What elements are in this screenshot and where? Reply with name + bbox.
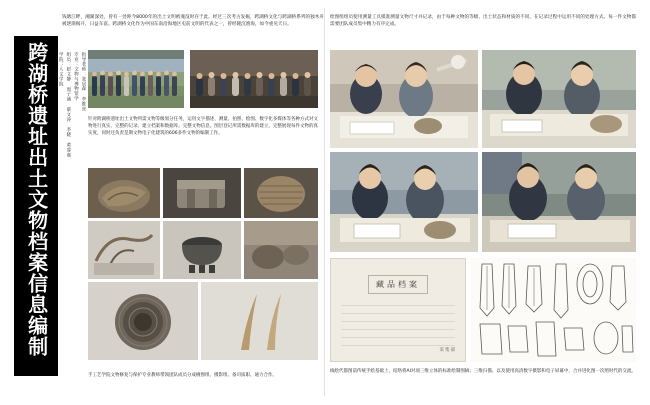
photo-relic-bone-tools [201, 282, 318, 360]
photo-relic-wooden-stand [88, 221, 160, 279]
photo-relic-stone-block [163, 168, 241, 218]
archive-card-footer: 采集部 [439, 348, 456, 353]
photo-work-desk-drawing-1 [330, 50, 478, 148]
archive-card-title: 藏品档案 [368, 275, 428, 294]
archive-record-card [330, 258, 466, 362]
intro-paragraph-right: 绘图组组员使用测量工具模准测量文物尺寸并记录，由于每种文物的等级、出土状态和材质的不同，在记录过程中运用不同的处理方式。每一件文物都需要团队成员集中精力有序完成。 [330, 15, 636, 28]
credits-block [60, 52, 86, 352]
note-bottom-left: 手工艺学院文物修复与保护专业教师带领团队成员分成檢图组、摄影组、备司质职、通力合作。 [88, 373, 277, 378]
column-divider [324, 8, 325, 396]
photo-group-indoor-meeting [190, 50, 318, 108]
intro-paragraph-left: 钱塘江畔，湘湖深处，曾有一处距今8000年的出土文明被淹没时存于此。经过三次考古发掘，跨湖桥文化与跨湖桥系列的独木舟被逐渐揭开，日益车富。跨湖桥文化作为中国东南沿海地区史前文明的代表之一，曾经隆沉渔海，如今重见天日。 [62, 15, 324, 28]
photo-work-desk-drawing-2 [482, 50, 636, 148]
photo-work-pottery-cluster [244, 221, 318, 279]
photo-relic-jar [163, 221, 241, 279]
photo-relic-basket [244, 168, 318, 218]
artifact-line-drawings [470, 258, 636, 362]
credit-line-3: 学院：人文学院 [58, 52, 64, 87]
credit-line-0: 指导老师：张居森 李维亮 [81, 52, 86, 112]
credit-line-2: 组员：赵文静 周子涵 蔡文涛 李晓 黄睿嘉 [65, 52, 71, 158]
archive-card-lines [341, 305, 455, 347]
photo-relic-vessel-bottom [88, 282, 198, 360]
photo-relic-pottery-shard [88, 168, 160, 218]
note-bottom-right: 线绘代都图前传统手绘基础上，结络将AI对项三维立体的标准绘制图稿；三维扫描、以及使用高清数字摄影和电子屏幕中，合并进化图一次照时代的交流。 [330, 369, 636, 374]
photo-work-desk-measuring [330, 152, 478, 252]
photo-group-outdoor-ceremony [88, 50, 184, 108]
photo-work-group-table [482, 152, 636, 252]
page-title: 跨湖桥遗址出土文物档案信息编制 [24, 42, 49, 357]
poster-title-bar [14, 36, 58, 376]
note-middle-left: 针对跨湖桥遗址出土文物所需文物等级划分任务，运用文字描述、测量、拍照、绘图、数字化多媒体等各种方式对文物进行真实、完整的记录、建立档案和数据库。完整文物信息。图层登记所需数据库的建立，完整展现每件文物的真实度，同时还负责是期文物电子化建筑的606多件文物的编制工作。 [88, 117, 318, 137]
credit-line-1: 专业：文物与博物馆学 [73, 52, 79, 101]
